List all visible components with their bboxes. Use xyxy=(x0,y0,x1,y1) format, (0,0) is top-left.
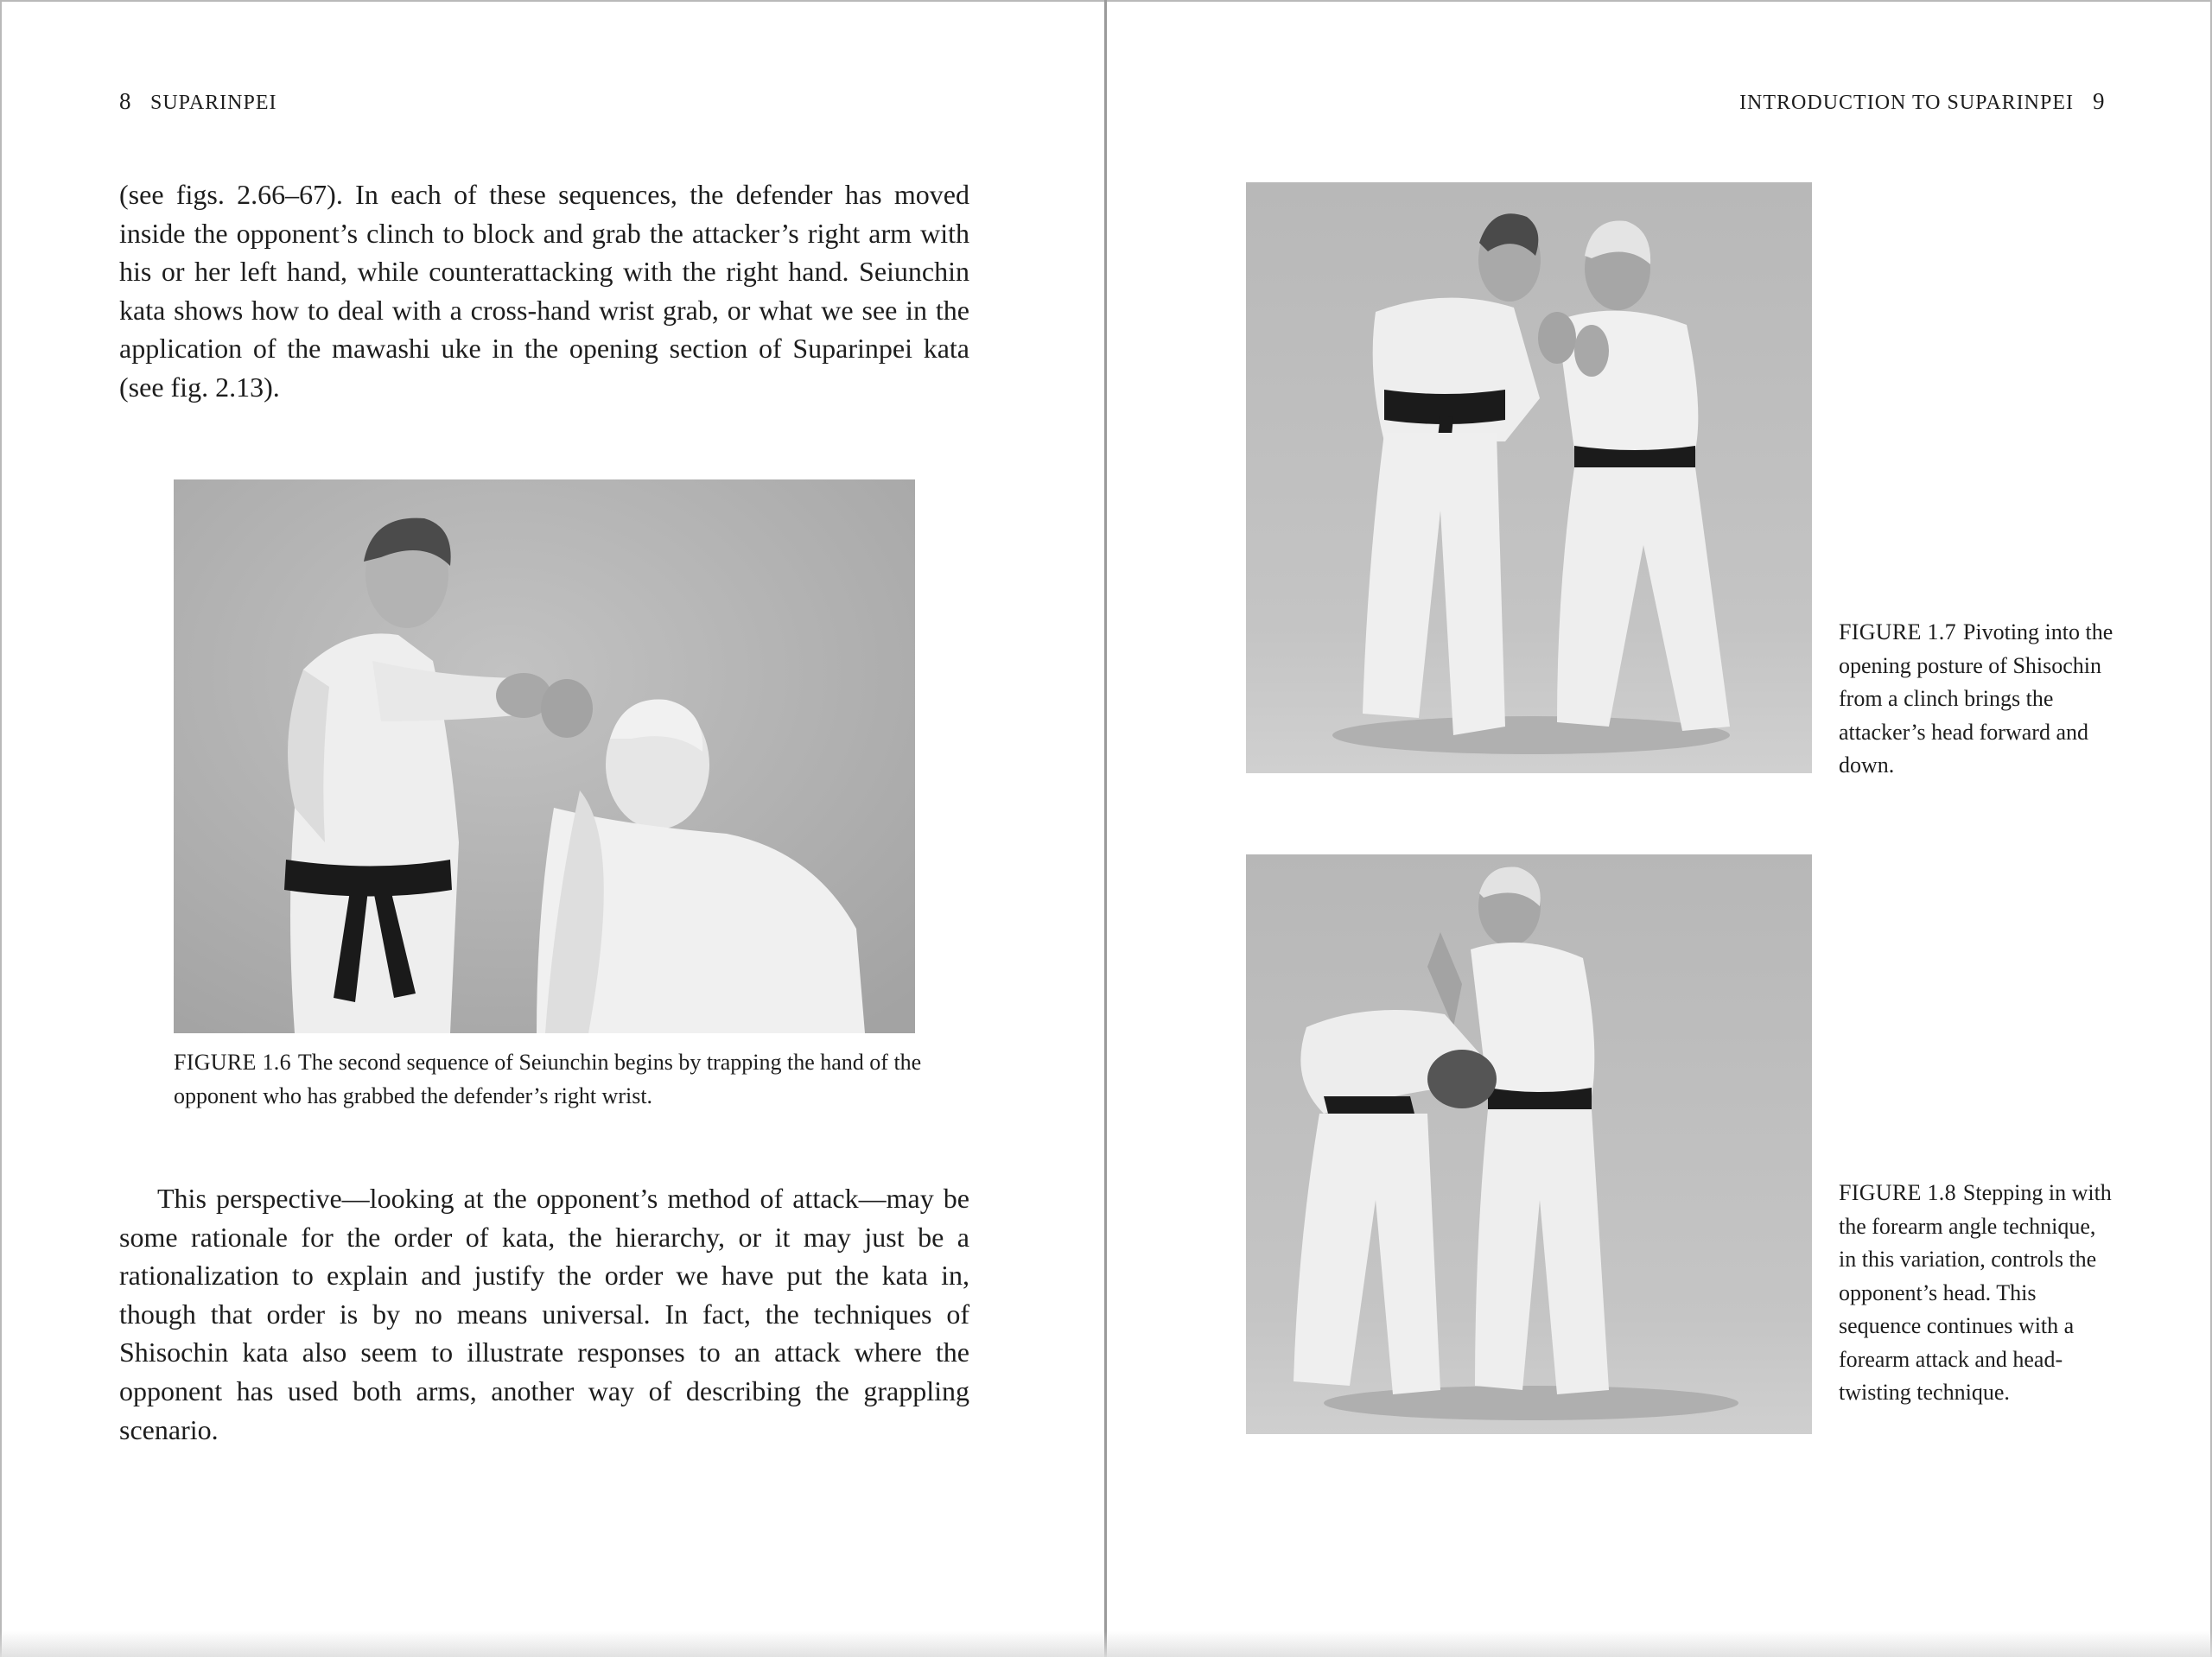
figure-1-8-photo xyxy=(1246,854,1812,1434)
left-running-head xyxy=(119,88,277,115)
left-page-number: 8 xyxy=(119,88,131,114)
bottom-page-shadow xyxy=(0,1631,2212,1657)
figure-1-8-caption-text: Stepping in with the forearm angle technique, in this variation, controls the opponent’s head. This sequence continues with a forearm attack and head-twisting technique. xyxy=(1839,1180,2112,1405)
figure-1-6-photo xyxy=(174,479,915,1033)
figure-1-7-caption xyxy=(1839,616,2115,783)
figure-1-8-label: FIGURE 1.8 xyxy=(1839,1180,1956,1205)
body-paragraph-1: (see figs. 2.66–67). In each of these sequences, the defender has moved inside the opponent’s clinch to block and grab the attacker’s right arm with his or her left hand, while counterattacking with the right hand. Seiunchin kata shows how to deal with a cross-hand wrist grab, or what we see in the application of the mawashi uke in the opening section of Suparinpei kata (see fig. 2.13). xyxy=(119,179,969,403)
right-running-head xyxy=(1739,88,2105,115)
figure-1-8-caption xyxy=(1839,1177,2115,1410)
figure-1-7-label: FIGURE 1.7 xyxy=(1839,619,1956,644)
body-paragraph-2: This perspective—looking at the opponent’s method of attack—may be some rationale for the order of kata, the hierarchy, or it may just be a rationalization to explain and justify the order we have put the kata in, though that order is by no means universal. In fact, the techniques of Shisochin kata also seem to illustrate responses to an attack where the opponent has used both arms, another way of describing the grappling scenario. xyxy=(119,1183,969,1445)
figure-1-7-photo xyxy=(1246,182,1812,773)
left-page xyxy=(0,0,1105,1657)
right-page-number: 9 xyxy=(2093,88,2105,114)
left-running-title: SUPARINPEI xyxy=(150,92,277,114)
figure-1-6-caption-text: The second sequence of Seiunchin begins by trapping the hand of the opponent who has grabbed the defender’s right wrist. xyxy=(174,1050,922,1108)
figure-1-7-caption-text: Pivoting into the opening posture of Shisochin from a clinch brings the attacker’s head forward and down. xyxy=(1839,619,2113,778)
right-running-title: INTRODUCTION TO SUPARINPEI xyxy=(1739,92,2074,114)
figure-1-6-label: FIGURE 1.6 xyxy=(174,1050,291,1075)
figure-1-6-caption xyxy=(174,1046,951,1113)
